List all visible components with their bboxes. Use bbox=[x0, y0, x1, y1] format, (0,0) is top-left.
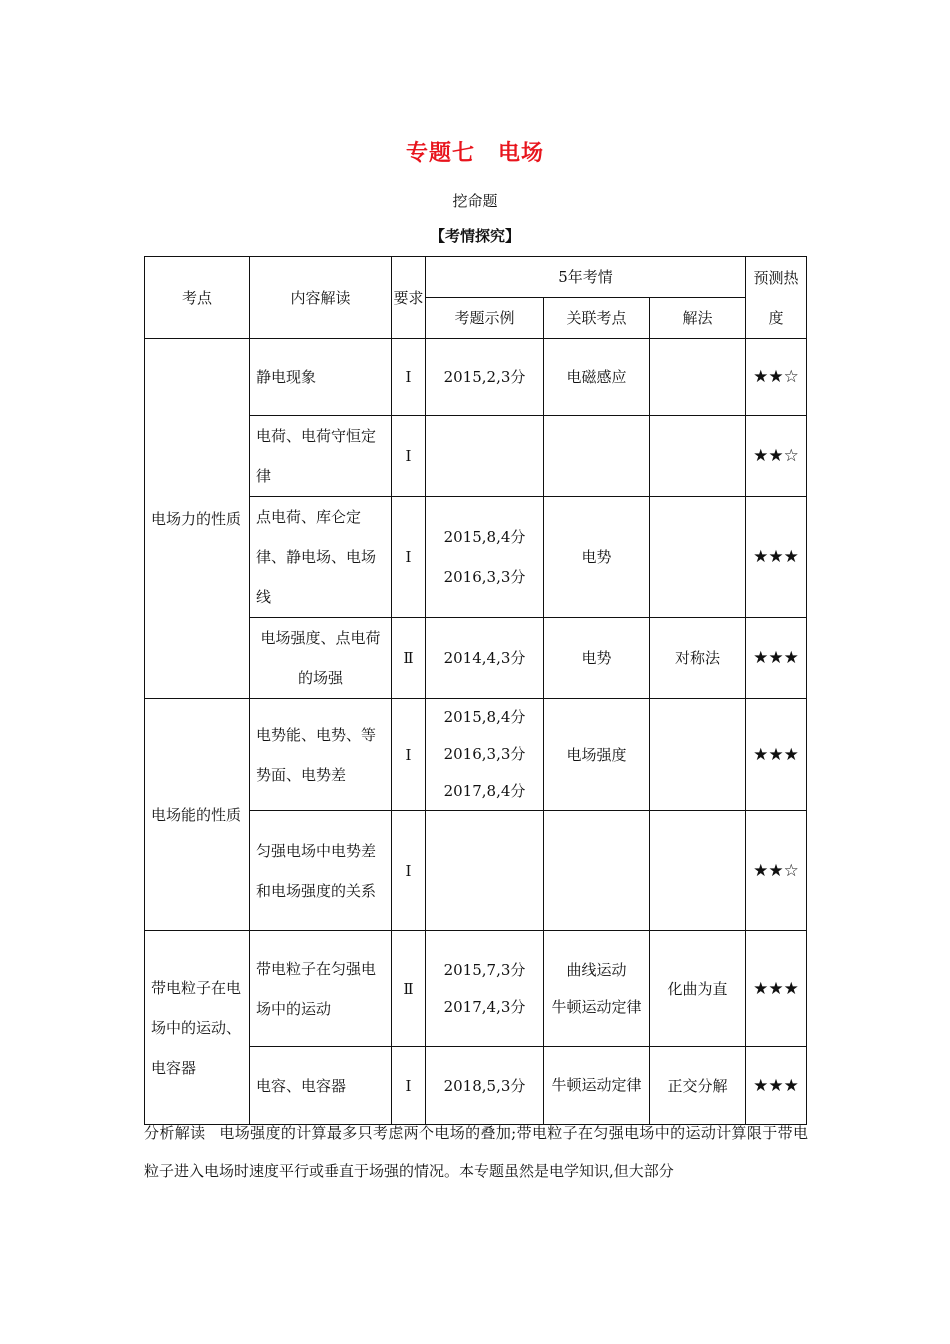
examples-cell: 2015,8,4分 2016,3,3分 bbox=[426, 497, 544, 618]
heat-rating: ★★★ bbox=[746, 699, 807, 811]
content-cell: 电容、电容器 bbox=[250, 1047, 392, 1125]
examples-cell bbox=[426, 416, 544, 497]
heat-rating: ★★★ bbox=[746, 618, 807, 699]
content-cell: 电荷、电荷守恒定律 bbox=[250, 416, 392, 497]
heat-rating: ★★★ bbox=[746, 1047, 807, 1125]
requirement-cell: Ⅰ bbox=[392, 699, 426, 811]
analysis-text: 电场强度的计算最多只考虑两个电场的叠加;带电粒子在匀强电场中的运动计算限于带电粒子进入电场时速度平行或垂直于场强的情况。本专题虽然是电学知识,但大部分 bbox=[144, 1124, 808, 1180]
method-cell bbox=[650, 811, 746, 931]
analysis-label: 分析解读 bbox=[144, 1124, 206, 1142]
group-name: 电场力的性质 bbox=[145, 339, 250, 699]
related-cell: 曲线运动 牛顿运动定律 bbox=[544, 931, 650, 1047]
header-heat: 预测热度 bbox=[746, 257, 807, 339]
requirement-cell: Ⅰ bbox=[392, 416, 426, 497]
content-cell: 静电现象 bbox=[250, 339, 392, 416]
page-title: 专题七 电场 bbox=[405, 141, 544, 166]
exam-analysis-table bbox=[144, 256, 807, 1125]
header-neirong: 内容解读 bbox=[250, 257, 392, 339]
examples-cell: 2014,4,3分 bbox=[426, 618, 544, 699]
examples-cell: 2018,5,3分 bbox=[426, 1047, 544, 1125]
header-example: 考题示例 bbox=[426, 298, 544, 339]
table-row bbox=[145, 699, 807, 811]
header-method: 解法 bbox=[650, 298, 746, 339]
header-yaoqiu: 要求 bbox=[392, 257, 426, 339]
heat-rating: ★★★ bbox=[746, 931, 807, 1047]
requirement-cell: Ⅰ bbox=[392, 339, 426, 416]
heat-rating: ★★☆ bbox=[746, 339, 807, 416]
method-cell bbox=[650, 699, 746, 811]
method-cell bbox=[650, 497, 746, 618]
method-cell: 对称法 bbox=[650, 618, 746, 699]
table-row bbox=[145, 339, 807, 416]
requirement-cell: Ⅰ bbox=[392, 811, 426, 931]
content-cell: 电场强度、点电荷的场强 bbox=[250, 618, 392, 699]
header-related: 关联考点 bbox=[544, 298, 650, 339]
subtitle: 挖命题 bbox=[452, 192, 498, 210]
analysis-paragraph bbox=[144, 1114, 808, 1190]
method-cell bbox=[650, 339, 746, 416]
related-cell: 牛顿运动定律 bbox=[544, 1047, 650, 1125]
content-cell: 带电粒子在匀强电场中的运动 bbox=[250, 931, 392, 1047]
requirement-cell: Ⅱ bbox=[392, 618, 426, 699]
related-cell: 电场强度 bbox=[544, 699, 650, 811]
content-cell: 电势能、电势、等势面、电势差 bbox=[250, 699, 392, 811]
requirement-cell: Ⅰ bbox=[392, 497, 426, 618]
table-row bbox=[145, 931, 807, 1047]
related-cell: 电势 bbox=[544, 497, 650, 618]
heat-rating: ★★☆ bbox=[746, 416, 807, 497]
method-cell bbox=[650, 416, 746, 497]
header-kaodian: 考点 bbox=[145, 257, 250, 339]
related-cell bbox=[544, 416, 650, 497]
examples-cell: 2015,8,4分 2016,3,3分 2017,8,4分 bbox=[426, 699, 544, 811]
section-title: 【考情探究】 bbox=[429, 227, 520, 245]
related-cell bbox=[544, 811, 650, 931]
header-five-year: 5年考情 bbox=[426, 257, 746, 298]
requirement-cell: Ⅰ bbox=[392, 1047, 426, 1125]
heat-rating: ★★☆ bbox=[746, 811, 807, 931]
examples-cell bbox=[426, 811, 544, 931]
content-cell: 匀强电场中电势差和电场强度的关系 bbox=[250, 811, 392, 931]
examples-cell: 2015,2,3分 bbox=[426, 339, 544, 416]
examples-cell: 2015,7,3分 2017,4,3分 bbox=[426, 931, 544, 1047]
group-name: 电场能的性质 bbox=[145, 699, 250, 931]
group-name: 带电粒子在电场中的运动、电容器 bbox=[145, 931, 250, 1125]
heat-rating: ★★★ bbox=[746, 497, 807, 618]
requirement-cell: Ⅱ bbox=[392, 931, 426, 1047]
related-cell: 电势 bbox=[544, 618, 650, 699]
method-cell: 化曲为直 bbox=[650, 931, 746, 1047]
content-cell: 点电荷、库仑定律、静电场、电场线 bbox=[250, 497, 392, 618]
related-cell: 电磁感应 bbox=[544, 339, 650, 416]
method-cell: 正交分解 bbox=[650, 1047, 746, 1125]
